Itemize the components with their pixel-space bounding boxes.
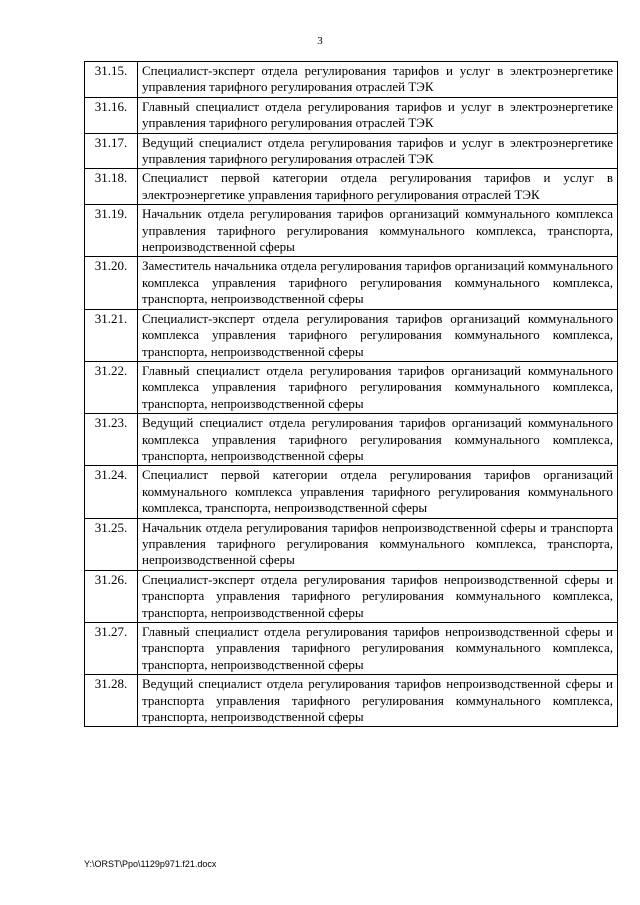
row-number: 31.16. xyxy=(85,97,138,133)
table-row xyxy=(85,257,618,309)
position-title: Ведущий специалист отдела регулирования тарифов и услуг в электроэнергетике управления тарифного регулирования отраслей ТЭК xyxy=(138,133,618,169)
position-title: Ведущий специалист отдела регулирования тарифов непроизводственной сферы и транспорта управления тарифного регулирования коммунального комплекса, транспорта, непроизводственной сферы xyxy=(138,675,618,727)
table-row xyxy=(85,62,618,98)
table-row xyxy=(85,133,618,169)
table-row xyxy=(85,205,618,257)
row-number: 31.21. xyxy=(85,309,138,361)
row-number: 31.17. xyxy=(85,133,138,169)
table-row xyxy=(85,414,618,466)
position-title: Специалист-эксперт отдела регулирования тарифов непроизводственной сферы и транспорта управления тарифного регулирования коммунального комплекса, транспорта, непроизводственной сферы xyxy=(138,570,618,622)
positions-table xyxy=(84,61,618,727)
row-number: 31.28. xyxy=(85,675,138,727)
position-title: Специалист первой категории отдела регулирования тарифов и услуг в электроэнергетике управления тарифного регулирования отраслей ТЭК xyxy=(138,169,618,205)
position-title: Главный специалист отдела регулирования тарифов организаций коммунального комплекса управления тарифного регулирования коммунального комплекса, транспорта, непроизводственной сферы xyxy=(138,361,618,413)
row-number: 31.25. xyxy=(85,518,138,570)
row-number: 31.24. xyxy=(85,466,138,518)
row-number: 31.20. xyxy=(85,257,138,309)
position-title: Заместитель начальника отдела регулирования тарифов организаций коммунального комплекса управления тарифного регулирования коммунального комплекса, транспорта, непроизводственной сферы xyxy=(138,257,618,309)
position-title: Ведущий специалист отдела регулирования тарифов организаций коммунального комплекса управления тарифного регулирования коммунального комплекса, транспорта, непроизводственной сферы xyxy=(138,414,618,466)
position-title: Специалист-эксперт отдела регулирования тарифов и услуг в электроэнергетике управления тарифного регулирования отраслей ТЭК xyxy=(138,62,618,98)
position-title: Начальник отдела регулирования тарифов непроизводственной сферы и транспорта управления тарифного регулирования коммунального комплекса, транспорта, непроизводственной сферы xyxy=(138,518,618,570)
row-number: 31.26. xyxy=(85,570,138,622)
table-row xyxy=(85,675,618,727)
row-number: 31.15. xyxy=(85,62,138,98)
table-row xyxy=(85,309,618,361)
table-row xyxy=(85,466,618,518)
position-title: Начальник отдела регулирования тарифов организаций коммунального комплекса управления тарифного регулирования коммунального комплекса, транспорта, непроизводственной сферы xyxy=(138,205,618,257)
table-row xyxy=(85,97,618,133)
position-title: Специалист первой категории отдела регулирования тарифов организаций коммунального комплекса управления тарифного регулирования коммунального комплекса, транспорта, непроизводственной сферы xyxy=(138,466,618,518)
row-number: 31.22. xyxy=(85,361,138,413)
footer-file-path: Y:\ORST\Ppo\1129p971.f21.docx xyxy=(84,859,217,869)
row-number: 31.23. xyxy=(85,414,138,466)
position-title: Главный специалист отдела регулирования тарифов непроизводственной сферы и транспорта управления тарифного регулирования коммунального комплекса, транспорта, непроизводственной сферы xyxy=(138,623,618,675)
row-number: 31.27. xyxy=(85,623,138,675)
row-number: 31.18. xyxy=(85,169,138,205)
row-number: 31.19. xyxy=(85,205,138,257)
table-row xyxy=(85,623,618,675)
table-row xyxy=(85,169,618,205)
position-title: Специалист-эксперт отдела регулирования тарифов организаций коммунального комплекса управления тарифного регулирования коммунального комплекса, транспорта, непроизводственной сферы xyxy=(138,309,618,361)
table-row xyxy=(85,570,618,622)
table-row xyxy=(85,518,618,570)
page-number: 3 xyxy=(317,35,323,47)
position-title: Главный специалист отдела регулирования тарифов и услуг в электроэнергетике управления тарифного регулирования отраслей ТЭК xyxy=(138,97,618,133)
table-row xyxy=(85,361,618,413)
